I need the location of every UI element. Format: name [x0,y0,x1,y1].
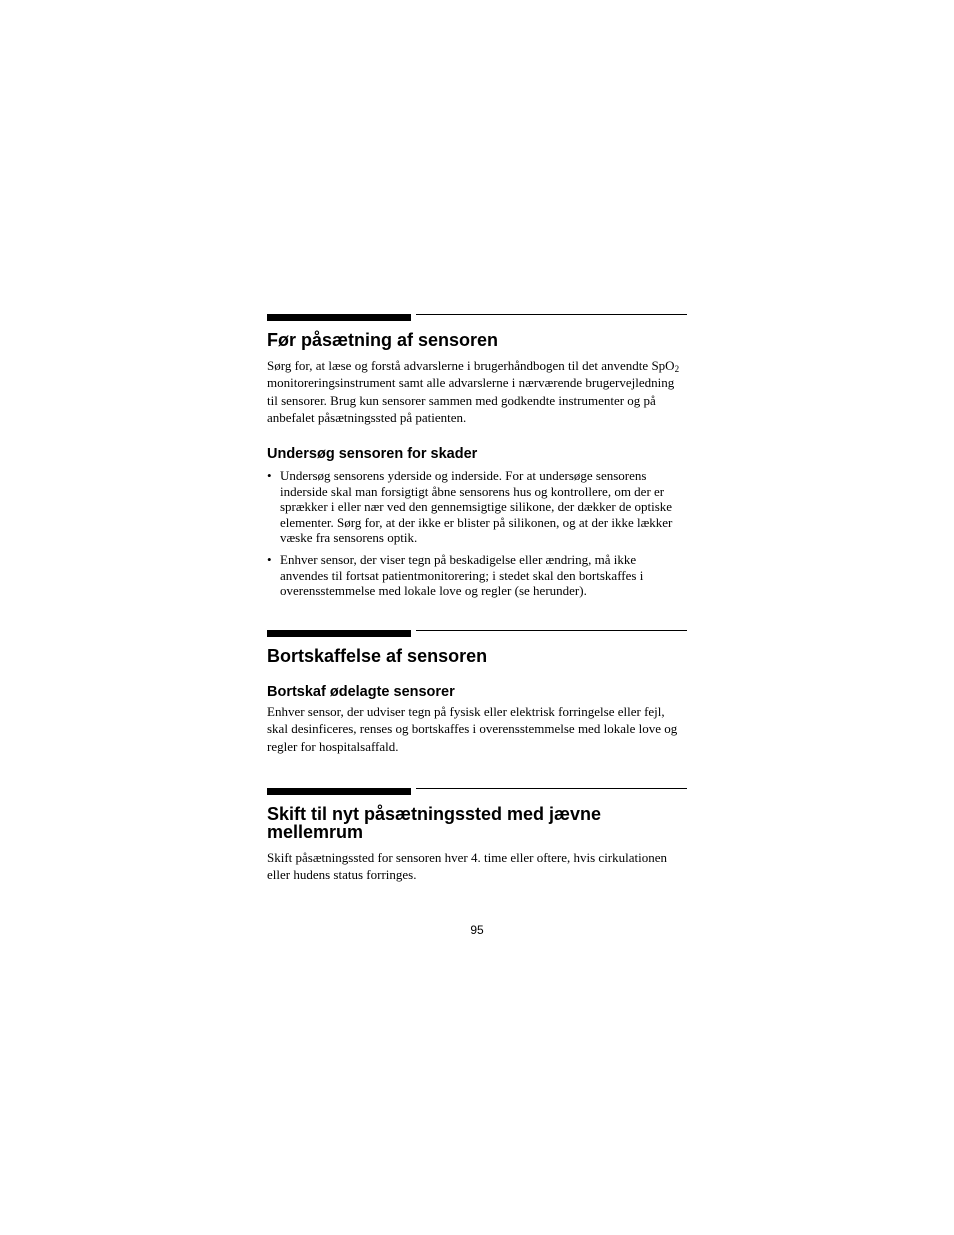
rule-thick-bar [267,314,411,321]
intro-line1: Sørg for, at læse og forstå advarslerne i brugerhåndbogen til det anvendte [267,358,649,373]
disposal-paragraph: Enhver sensor, der udviser tegn på fysisk eller elektrisk forringelse eller fejl, skal desinficeres, renses og bortskaffes i overensstemmelse med lokale love og regler for hospitalsaffald. [267,704,678,754]
page-number: 95 [470,923,484,937]
section-title-change-site: Skift til nyt påsætningssted med jævne mellemrum [267,804,602,842]
bullet-text: Undersøg sensorens yderside og inderside. For at undersøge sensorens inderside skal man forsigtigt åbne sensorens hus og kontrollere, om der er sprækker i eller nær ved den gennemsigtige silikone, der dækker de optiske elementer. Sørg for, at der ikke er blister på silikonen, og at der ikke lækker væske fra sensorens optik. [280,468,673,546]
rule-thin-line [416,788,687,789]
subheading-dispose-damaged: Bortskaf ødelagte sensorer [267,684,455,700]
list-item [267,552,687,599]
inspection-bullet-list [267,468,687,599]
intro-paragraph [267,357,687,427]
section-title-disposal: Bortskaffelse af sensoren [267,646,488,666]
spo2-label: SpO$_2$ [651,358,680,374]
intro-line2: monitoreringsinstrument samt alle advarslerne i nærværende [267,375,583,391]
list-item [267,468,687,546]
subheading-inspect-sensor: Undersøg sensoren for skader [267,446,478,462]
bullet-text: Enhver sensor, der viser tegn på beskadigelse eller ændring, må ikke anvendes til fortsat patientmonitorering; i stedet skal den bortskaffes i overensstemmelse med lokale love og regler (se herunder). [280,551,644,599]
rule-thin-line [416,314,687,315]
section-title-before-application: Før påsætning af sensoren [267,330,499,350]
intro-line3: brugervejledning til sensorer. Brug kun sensorer sammen med godkendte instrumenter og på anbefalet påsætningssted på patienten. [267,375,675,426]
section-rule [267,788,687,796]
section-rule [267,630,687,638]
change-site-paragraph: Skift påsætningssted for sensoren hver 4. time eller oftere, hvis cirkulationen eller hudens status forringes. [267,850,668,883]
rule-thick-bar [267,630,411,637]
rule-thick-bar [267,788,411,795]
bullet-marker: • [267,468,272,483]
section-rule [267,314,687,322]
bullet-marker: • [267,551,272,567]
rule-thin-line [416,630,687,631]
